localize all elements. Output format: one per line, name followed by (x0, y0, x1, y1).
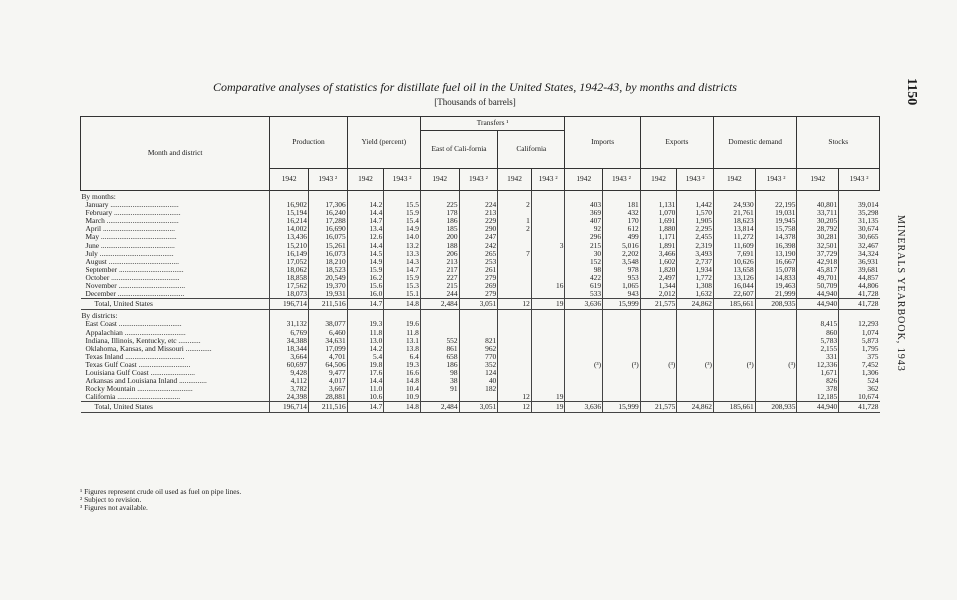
data-column: 3 16 (531, 201, 565, 299)
data-column: 40,801 33,711 30,205 28,792 30,281 32,501 37,729 42,918 45,817 49,701 50,709 44,940 (797, 201, 839, 299)
data-column: 19 (531, 320, 565, 401)
header-exports: Exports (640, 117, 713, 169)
header-year: 1943 ² (459, 169, 498, 191)
header-imports: Imports (565, 117, 640, 169)
total-cell: 3,051 (459, 299, 498, 310)
total-cell: 21,575 (640, 402, 677, 413)
total-cell: 44,940 (797, 402, 839, 413)
data-column: 821 962 770 352 124 40 182 (459, 320, 498, 401)
running-head: MINERALS YEARBOOK, 1943 (895, 215, 906, 372)
data-column: 12 (498, 320, 532, 401)
total-cell: 2,484 (420, 402, 459, 413)
header-transfers: Transfers ¹ (420, 117, 565, 131)
page-number: 1150 (904, 78, 919, 106)
total-cell: 41,728 (839, 299, 880, 310)
data-column: 16,902 15,194 16,214 14,002 13,436 15,210 16,149 17,052 18,062 18,858 17,562 18,073 (270, 201, 309, 299)
data-column: 224 213 229 290 247 242 265 253 261 279 269 279 (459, 201, 498, 299)
header-year: 1943 ² (603, 169, 641, 191)
total-cell: 15,999 (603, 402, 641, 413)
header-year: 1942 (347, 169, 384, 191)
district-labels: East Coast .................................. Appalachian ................................. Indiana, Illinois, Kentucky, etc ............ Oklahoma, Kansas, and Missouri .............. Texas Inland ................................ Texas Gulf Coast ............................ Louisiana Gulf Coast ........................ Arkansas and Louisiana Inland ............... Rocky Mountain .............................. California .................................. (85, 320, 212, 402)
header-production: Production (270, 117, 347, 169)
total-cell: 24,862 (677, 299, 714, 310)
total-cell: 21,575 (640, 299, 677, 310)
total-cell: 19 (531, 299, 565, 310)
month-labels: January ..................................... February .................................... March ....................................... April ....................................... May ......................................... June ........................................ July ........................................ August ...................................... September ................................... October ..................................... November .................................... December .................................... (85, 201, 186, 299)
districts-data-block (81, 320, 880, 401)
total-cell: 14.8 (384, 299, 421, 310)
header-year: 1942 (270, 169, 309, 191)
header-east-of-california: East of Cali-fornia (420, 131, 497, 169)
data-column: (³) (603, 320, 641, 401)
months-total-row (81, 299, 880, 310)
total-cell: 14.7 (347, 299, 384, 310)
data-column: 1,442 1,570 1,905 2,295 2,455 2,319 3,493 2,737 1,934 1,772 1,308 1,632 (677, 201, 714, 299)
header-year: 1943 ² (531, 169, 565, 191)
data-column: (³) (677, 320, 714, 401)
data-column: 19.6 11.8 13.1 13.8 6.4 19.3 16.6 14.8 10.4 10.9 (384, 320, 421, 401)
total-cell: 211,516 (308, 299, 347, 310)
header-year: 1943 ² (839, 169, 880, 191)
data-column: 24,930 21,761 18,623 13,814 11,272 11,609 7,691 10,626 13,658 13,126 16,044 22,607 (713, 201, 755, 299)
data-column: 403 369 407 92 296 215 30 152 98 422 619 533 (565, 201, 603, 299)
total-cell: 2,484 (420, 299, 459, 310)
total-cell: 14.7 (347, 402, 384, 413)
header-yield: Yield (percent) (347, 117, 420, 169)
data-column: (³) (640, 320, 677, 401)
total-cell: 12 (498, 402, 532, 413)
districts-total-row (81, 402, 880, 413)
data-column: 39,014 35,298 31,135 30,674 30,665 32,467 34,324 36,931 39,681 44,857 44,806 41,728 (839, 201, 880, 299)
data-column: 181 432 170 612 499 5,016 2,202 3,548 978 953 1,065 943 (603, 201, 641, 299)
data-column: 19.3 11.8 13.0 14.2 5.4 19.8 17.6 14.4 11.0 10.6 (347, 320, 384, 401)
total-cell: 24,862 (677, 402, 714, 413)
header-year: 1942 (640, 169, 677, 191)
header-year: 1943 ² (755, 169, 797, 191)
header-stocks: Stocks (797, 117, 880, 169)
footnote: ² Subject to revision. (80, 495, 142, 504)
data-column: 8,415 860 5,783 2,155 331 12,336 1,671 826 378 12,185 (797, 320, 839, 401)
total-cell: 3,636 (565, 299, 603, 310)
total-cell: 208,935 (755, 402, 797, 413)
footnote: ¹ Figures represent crude oil used as fuel on pipe lines. (80, 487, 242, 496)
data-column: (³) (755, 320, 797, 401)
footnote: ³ Figures not available. (80, 503, 148, 512)
section-heading-months: By months: (81, 192, 116, 201)
table-subtitle: [Thousands of barrels] (434, 97, 516, 107)
total-cell: 211,516 (308, 402, 347, 413)
total-cell: 196,714 (270, 402, 309, 413)
total-cell: 208,935 (755, 299, 797, 310)
total-cell: 196,714 (270, 299, 309, 310)
data-column: 17,306 16,240 17,288 16,690 16,075 15,261 16,073 18,210 18,523 20,549 19,370 19,931 (308, 201, 347, 299)
header-year: 1943 ² (384, 169, 421, 191)
total-cell: 185,661 (713, 402, 755, 413)
header-year: 1942 (565, 169, 603, 191)
data-column: (³) (565, 320, 603, 401)
data-column: 22,195 19,031 19,945 15,758 14,378 16,398 13,190 16,667 15,078 14,833 19,463 21,999 (755, 201, 797, 299)
total-cell: 44,940 (797, 299, 839, 310)
section-heading-districts: By districts: (81, 311, 118, 321)
total-cell: 3,051 (459, 402, 498, 413)
total-cell: 15,999 (603, 299, 641, 310)
total-label: Total, United States (81, 402, 270, 413)
header-year: 1942 (797, 169, 839, 191)
header-year: 1943 ² (308, 169, 347, 191)
header-domestic-demand: Domestic demand (713, 117, 796, 169)
total-cell: 19 (531, 402, 565, 413)
data-column: 38,077 6,460 34,631 17,099 4,701 64,506 9,477 4,017 3,667 28,881 (308, 320, 347, 401)
total-cell: 14.8 (384, 402, 421, 413)
data-column: 1,131 1,070 1,691 1,880 1,171 1,891 3,466 1,602 1,820 2,497 1,344 2,012 (640, 201, 677, 299)
data-column: (³) (713, 320, 755, 401)
total-cell: 3,636 (565, 402, 603, 413)
header-year: 1942 (498, 169, 532, 191)
data-column: 225 178 186 185 200 188 206 213 217 227 215 244 (420, 201, 459, 299)
data-column: 14.2 14.4 14.7 13.4 12.6 14.4 14.5 14.9 15.9 16.2 15.6 16.0 (347, 201, 384, 299)
data-column: 12,293 1,074 5,873 1,795 375 7,452 1,306 524 362 10,674 (839, 320, 880, 401)
total-cell: 185,661 (713, 299, 755, 310)
total-cell: 41,728 (839, 402, 880, 413)
total-label: Total, United States (81, 299, 270, 310)
header-month-district: Month and district (81, 117, 270, 191)
header-year: 1943 ² (677, 169, 714, 191)
months-data-block (81, 201, 880, 299)
data-column: 31,132 6,769 34,388 18,344 3,664 60,697 9,428 4,112 3,782 24,398 (270, 320, 309, 401)
data-column: 552 861 658 186 98 38 91 (420, 320, 459, 401)
header-year: 1942 (713, 169, 755, 191)
header-year: 1942 (420, 169, 459, 191)
table-title: Comparative analyses of statistics for distillate fuel oil in the United States, 1942-43, by months and districts (213, 80, 737, 94)
data-column: 15.5 15.9 15.4 14.9 14.0 13.2 13.3 14.3 14.7 15.9 15.3 15.1 (384, 201, 421, 299)
data-column: 2 1 2 7 (498, 201, 532, 299)
header-california: California (498, 131, 565, 169)
total-cell: 12 (498, 299, 532, 310)
statistics-table (80, 116, 880, 413)
